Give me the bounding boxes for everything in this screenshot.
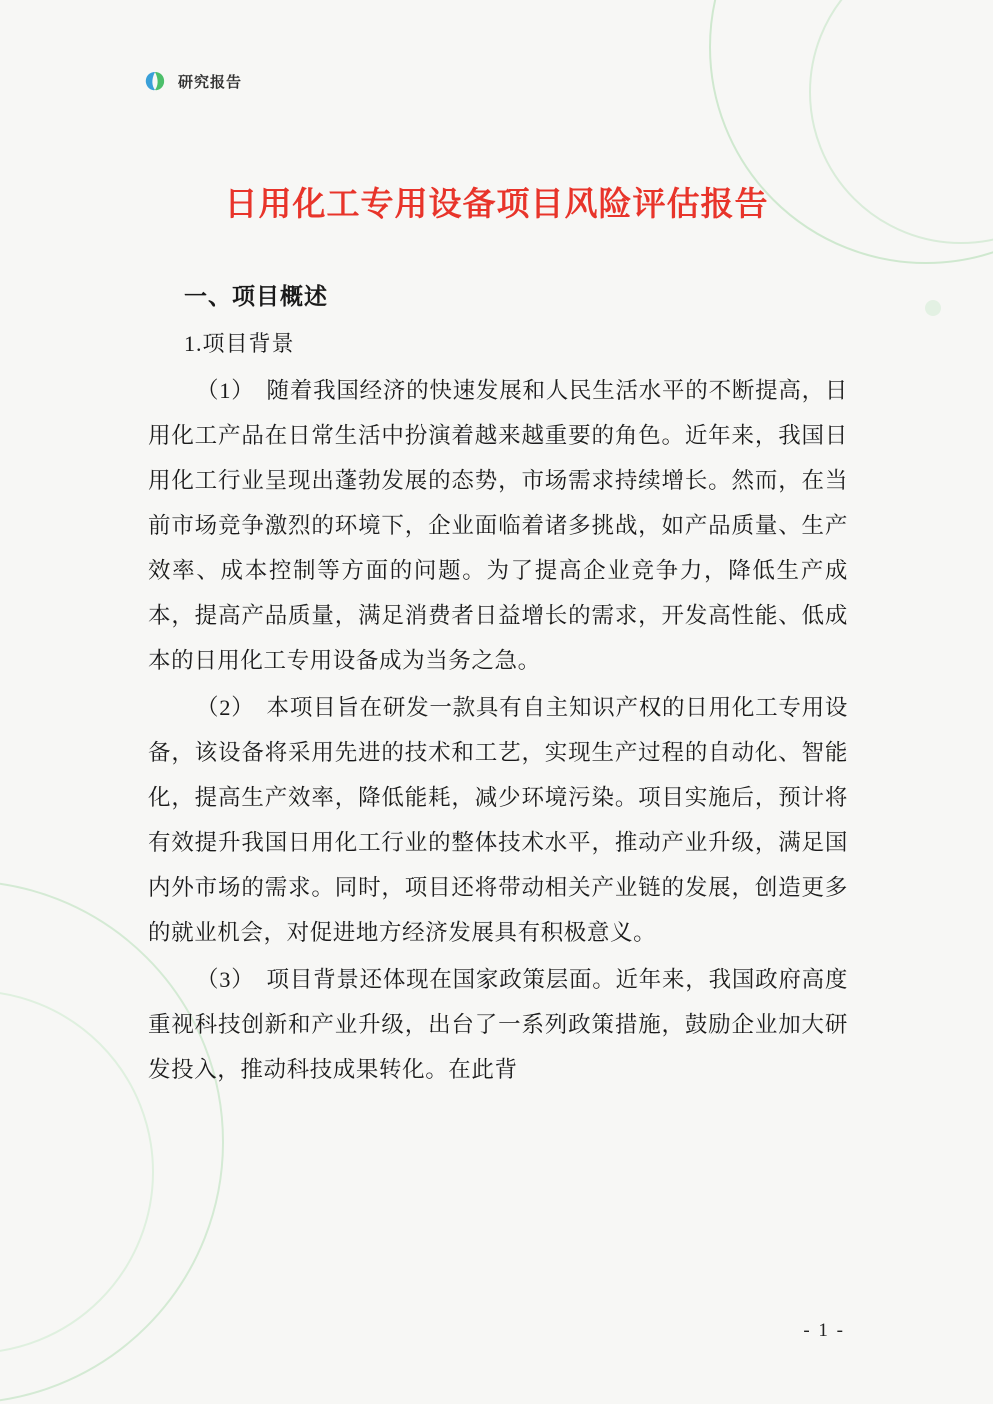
leaf-logo-icon [140,66,170,96]
paragraph-2: （2） 本项目旨在研发一款具有自主知识产权的日用化工专用设备，该设备将采用先进的技术和工艺，实现生产过程的自动化、智能化，提高生产效率，降低能耗，减少环境污染。项目实施后，预计将有效提升我国日用化工行业的整体技术水平，推动产业升级，满足国内外市场的需求。同时，项目还将带动相关产业链的发展，创造更多的就业机会，对促进地方经济发展具有积极意义。 [148,695,848,945]
header-logo-label: 研究报告 [178,73,243,91]
page-number: - 1 - [803,1320,845,1341]
decorative-dot [925,300,941,316]
paragraph-3: （3） 项目背景还体现在国家政策层面。近年来，我国政府高度重视科技创新和产业升级，出台了一系列政策措施，鼓励企业加大研发投入，推动科技成果转化。在此背 [148,967,848,1082]
sub-heading: 1.项目背景 [184,331,295,356]
decorative-circle-bottom-left-inner [0,990,154,1354]
section-heading: 一、项目概述 [184,283,328,309]
page-title: 日用化工专用设备项目风险评估报告 [224,185,769,222]
header-logo [140,66,242,96]
document-body [148,278,848,1094]
paragraph-1: （1） 随着我国经济的快速发展和人民生活水平的不断提高，日用化工产品在日常生活中扮演着越来越重要的角色。近年来，我国日用化工行业呈现出蓬勃发展的态势，市场需求持续增长。然而，在当前市场竞争激烈的环境下，企业面临着诸多挑战，如产品质量、生产效率、成本控制等方面的问题。为了提高企业竞争力，降低生产成本，提高产品质量，满足消费者日益增长的需求，开发高性能、低成本的日用化工专用设备成为当务之急。 [148,378,848,673]
